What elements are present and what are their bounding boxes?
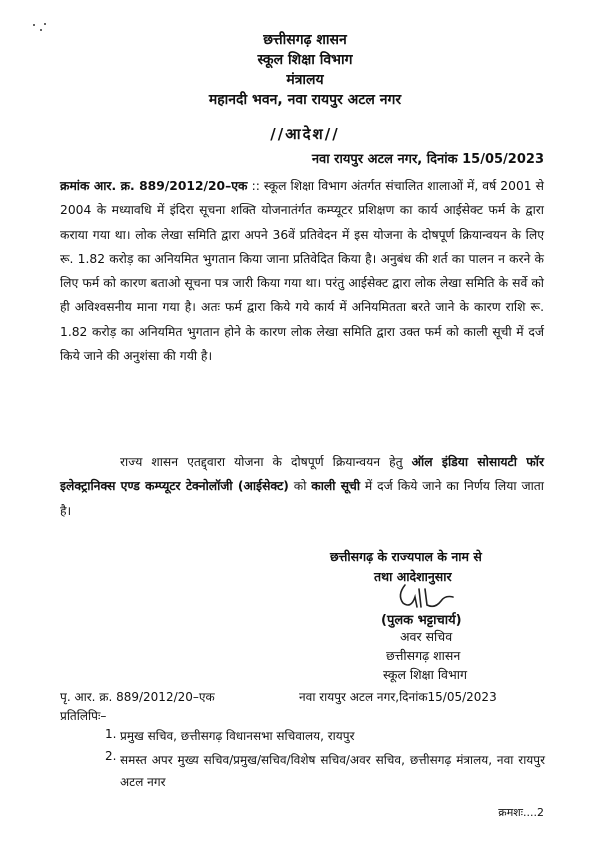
continued-marker: क्रमशः....2 [498,806,544,819]
copy-item-number: 2. [105,749,117,763]
para-2-text-mid: को [288,479,312,494]
copy-item-text: समस्त अपर मुख्य सचिव/प्रमुख/सचिव/विशेष सचिव/अवर सचिव, छत्तीसगढ़ मंत्रालय, नवा रायपुर अटल नगर [120,753,545,789]
endorsement-place-date: नवा रायपुर अटल नगर,दिनांक15/05/2023 [299,690,497,704]
order-ref-number: क्रमांक आर. क्र. 889/2012/20–एक [60,179,248,193]
endorsement-ref: पृ. आर. क्र. 889/2012/20–एक [60,690,215,704]
para-2-text-end: में दर्ज किये जाने का निर्णय लिया जाता है। [60,479,544,518]
signatory-designation: अवर सचिव [400,629,453,644]
signature-scribble [385,575,465,615]
copy-item-text: प्रमुख सचिव, छत्तीसगढ़ विधानसभा सचिवालय, रायपुर [120,729,355,743]
copy-item-number: 1. [105,727,117,741]
by-order-line1: छत्तीसगढ़ के राज्यपाल के नाम से [330,549,482,564]
signatory-name: (पुलक भट्टाचार्य) [381,613,462,628]
firm-name: ऑल इंडिया सोसायटी फॉर इलेक्ट्रानिक्स एण्ड कम्प्यूटर टेक्नोलॉजी (आईसेक्ट) [60,455,544,494]
order-title: //आदेश// [270,125,340,143]
header-dept: स्कूल शिक्षा विभाग [257,52,353,68]
para-2 [60,450,544,523]
header-address: महानदी भवन, नवा रायपुर अटल नगर [208,92,402,108]
copy-to-label: प्रतिलिपिः– [60,709,107,723]
header-ministry: मंत्रालय [286,72,324,88]
para-1 [60,174,544,368]
para-1-text: :: स्कूल शिक्षा विभाग अंतर्गत संचालित शालाओं में, वर्ष 2001 से 2004 के मध्यावधि में इंदिरा सूचना शक्ति योजनातंर्गत कम्प्यूटर प्रशिक्षण का कार्य आईसेक्ट फर्म के द्वारा कराया गया था। लोक लेखा समिति द्वारा अपने 36वें प्रतिवेदन में इस योजना के दोषपूर्ण क्रियान्वयन के लिए रू. 1.82 करोड़ का अनियमित भुगतान किया जाना प्रतिवेदित किया है। अनुबंध की शर्त का पालन न करने के लिए फर्म को कारण बताओ सूचना पत्र जारी किया गया था। परंतु आईसेक्ट द्वारा लोक लेखा समिति के सर्वे को ही अविश्वसनीय माना गया है। अतः फर्म द्वारा किये गये कार्य में अनियमितता बरते जाने के कारण राशि रू. 1.82 करोड़ का अनियमित भुगतान होने के कारण लोक लेखा समिति द्वारा उक्त फर्म को काली सूची में दर्ज किये जाने की अनुशंसा की गयी है। [60,179,544,364]
header-govt: छत्तीसगढ़ शासन [263,32,347,48]
by-order-line2: तथा आदेशानुसार [374,569,452,584]
para-2-text-start: राज्य शासन एतद्द्वारा योजना के दोषपूर्ण क्रियान्वयन हेतु [120,455,412,469]
place-date: नवा रायपुर अटल नगर, दिनांक 15/05/2023 [311,152,544,167]
signatory-govt: छत्तीसगढ़ शासन [386,648,461,663]
signatory-dept: स्कूल शिक्षा विभाग [383,667,468,682]
blacklist-term: काली सूची [311,479,361,494]
